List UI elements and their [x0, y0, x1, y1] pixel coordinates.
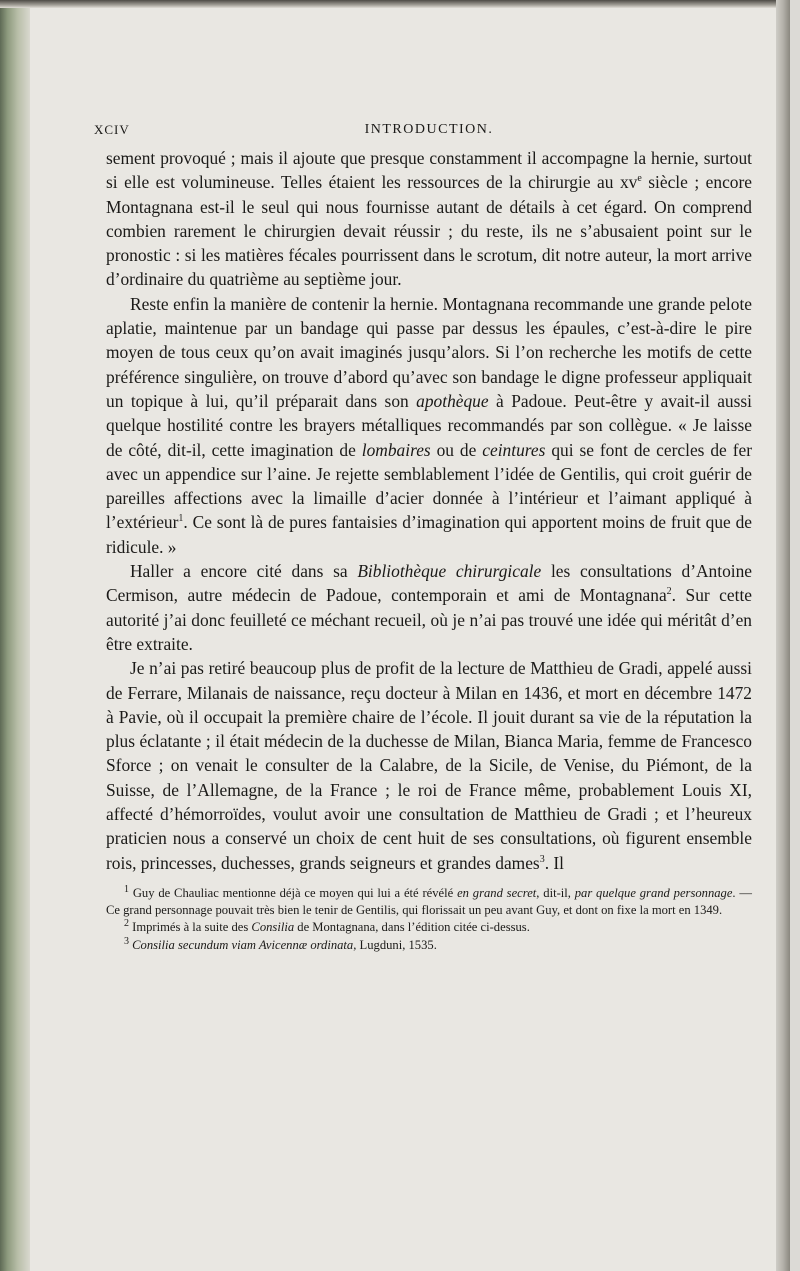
p2-text-e: . Ce sont là de pures fantaisies d’imagination qui apportent moins de fruit que de ridicule. »: [106, 512, 752, 557]
page-top-edge: [0, 0, 790, 8]
p1-century: xv: [619, 172, 638, 193]
footnote-3: [106, 937, 752, 954]
footnotes: [106, 885, 752, 954]
p2-text-d: qui se font de cercles de fer avec un appendice sur l’aine. Je rejette semblablement l’idée de Gentilis, qui croit guérir de pareilles affections avec la limaille d’acier donnée à l’intérieur et l’aimant appliqué à l’extérieur: [106, 439, 752, 533]
paragraph-2: [106, 292, 752, 559]
page-binding-edge: [0, 0, 30, 1271]
page-number: XCIV: [94, 122, 130, 137]
footnote-3-italic: Consilia secundum viam Avicennæ ordinata: [132, 937, 354, 952]
p2-italic-ceintures: ceintures: [482, 439, 546, 460]
text-block: [94, 118, 753, 954]
footnote-1-text-a: Guy de Chauliac mentionne déjà ce moyen qui lui a été révélé: [129, 885, 458, 900]
p4-text-b: . Il: [544, 852, 565, 873]
running-title: INTRODUCTION.: [364, 122, 494, 137]
footnote-ref-1[interactable]: 1: [178, 513, 184, 525]
footnote-1-text-c: . — Ce grand personnage pouvait très bien le tenir de Gentilis, qui florissait un peu avant Guy, et dont on fixe la mort en 1349.: [106, 885, 752, 918]
footnote-3-text-b: , Lugduni, 1535.: [353, 937, 437, 952]
p2-text-b: à Padoue. Peut-être y avait-il aussi quelque hostilité contre les brayers métalliques recommandés par son collègue. « Je laisse de côté, dit-il, cette imagination de: [106, 390, 752, 460]
p4-text-a: Je n’ai pas retiré beaucoup plus de profit de la lecture de Matthieu de Gradi, appelé aussi de Ferrare, Milanais de naissance, reçu docteur à Milan en 1436, et mort en décembre 1472 à Pavie, où il occupait la première chaire de l’école. Il jouit durant sa vie de la réputation la plus éclatante ; il était médecin de la duchesse de Milan, Bianca Maria, femme de Francesco Sforce ; on venait le consulter de la Calabre, de la Sicile, de Venise, du Piémont, de la Suisse, de l’Allemagne, de la France ; le roi de France même, probablement Louis XI, affecté d’hémorroïdes, voulut avoir une consultation de Matthieu de Gradi ; et l’heureux praticien nous a conservé un choix de cent huit de ses consultations, où figurent ensemble rois, princesses, duchesses, grands seigneurs et grandes dames: [106, 658, 752, 873]
p2-italic-apotheque: apothèque: [416, 390, 489, 411]
running-head: [94, 118, 752, 146]
footnote-2-text-a: Imprimés à la suite des: [129, 920, 252, 935]
p3-italic-bibliotheque: Bibliothèque chirurgicale: [357, 561, 542, 582]
footnote-1-number: 1: [124, 883, 129, 895]
p2-text-c: ou de: [430, 439, 483, 460]
footnote-1-italic-a: en grand secret: [457, 885, 537, 900]
footnote-1-italic-b: par quelque grand personnage: [574, 885, 733, 900]
footnote-1: [106, 885, 752, 919]
footnote-3-number: 3: [124, 935, 129, 947]
footnote-ref-2[interactable]: 2: [666, 586, 672, 598]
footnote-2-text-b: de Montagnana, dans l’édition citée ci-dessus.: [294, 920, 530, 935]
p1-century-sup: e: [637, 173, 642, 185]
p3-text-a: Haller a encore cité dans sa: [130, 561, 358, 582]
footnote-2-number: 2: [124, 918, 129, 930]
paragraph-4: [106, 656, 752, 875]
footnote-ref-3[interactable]: 3: [539, 853, 545, 865]
p2-text-a: Reste enfin la manière de contenir la hernie. Montagnana recommande une grande pelote aplatie, maintenue par un bandage qui passe par dessus les épaules, c’est-à-dire le pire moyen de tous ceux qu’on avait imaginés jusqu’alors. Si l’on recherche les motifs de cette préférence singulière, on trouve d’abord qu’avec son bandage le digne professeur appliquait un topique à lui, qu’il préparait dans son: [106, 293, 752, 411]
p1-text-a: sement provoqué ; mais il ajoute que presque constamment il accompagne la hernie, surtout si elle est volumineuse. Telles étaient les ressources de la chirurgie au: [106, 148, 752, 193]
footnote-2: [106, 919, 752, 936]
p2-italic-lombaires: lombaires: [361, 439, 431, 460]
paragraph-1: [106, 146, 752, 292]
p1-text-b: siècle ; encore Montagnana est-il le seul qui nous fournisse autant de détails à cet égard. On comprend combien rarement le chirurgien devait réussir ; du reste, ils ne s’abusaient point sur le pronostic : si les matières fécales pourrissent dans le scrotum, dit notre auteur, la mort arrive d’ordinaire du quatrième au septième jour.: [106, 172, 752, 290]
footnote-2-italic: Consilia: [251, 920, 295, 935]
page-right-edge: [776, 0, 790, 1271]
p3-text-c: . Sur cette autorité j’ai donc feuilleté ce méchant recueil, où je n’ai pas trouvé une idée qui méritât d’en être extraite.: [106, 585, 752, 654]
footnote-1-text-b: , dit-il,: [536, 885, 575, 900]
p3-text-b: les consultations d’Antoine Cermison, autre médecin de Padoue, contemporain et ami de Montagnana: [106, 561, 753, 606]
paragraph-3: [106, 559, 752, 656]
